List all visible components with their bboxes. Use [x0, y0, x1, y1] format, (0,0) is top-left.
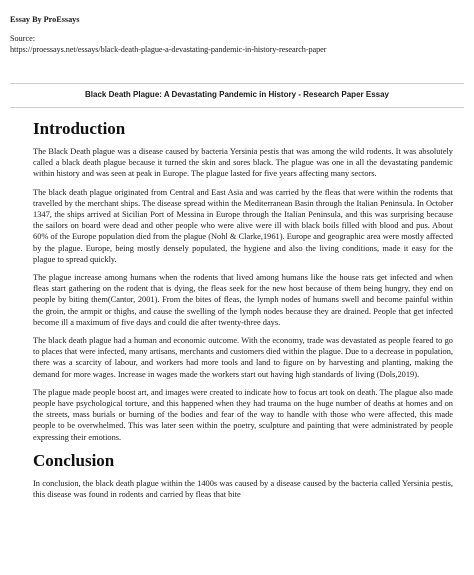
paragraph: The black death plague had a human and economic outcome. With the economy, trade was devastated as people feared to go to places that were infected, many artisans, merchants and customers died within the plague. Due to a decrease in population, there was a scarcity of labour, and workers had more tools and land to figure on by harvesting and planting, making the demand for more wages. Increase in wages made the workers start out having high standards of living (Dols,2019).	[33, 336, 453, 379]
paragraph: The plague increase among humans when the rodents that lived among humans like the house rats get infected and when fleas start gathering on the rodent that is dying, the fleas seek for the new host because of them being hungry, they end on people by biting them(Cantor, 2001). From the bites of fleas, the lymph nodes of humans swell and become painful within the groin, the armpit or thighs, and cause the swelling of the lymph nodes because they are drained. People that get infected become ill a maximum of five days and could die after twenty-three days.	[33, 273, 453, 327]
source-url[interactable]: https://proessays.net/essays/black-death-plague-a-devastating-pandemic-in-history-research-paper	[10, 45, 327, 54]
paragraph: The plague made people boost art, and images were created to indicate how to focus art took on death. The plague also made people have psychological torture, and this happened when they had trauma on the huge number of deaths at homes and on the streets, mass burials or burning of the bodies and fear of the way to handle with those who were affected, this made people to be overwhelmed. This was later seen within the poetry, sculpture and painting that were administrated by people expressing their emotions.	[33, 387, 453, 442]
page-bottom-fade	[0, 553, 474, 575]
source-header	[10, 14, 464, 55]
essay-body	[33, 118, 453, 507]
title-bottom-divider	[10, 107, 464, 108]
title-top-divider	[10, 83, 464, 84]
conclusion-paragraph: In conclusion, the black death plague within the 1400s was caused by a disease caused by the bacteria called Yersinia pestis, this disease was found in rodents and carried by fleas that bite	[33, 478, 453, 500]
conclusion-heading: Conclusion	[33, 450, 115, 470]
site-name: Essay By ProEssays	[10, 15, 80, 24]
introduction-heading: Introduction	[33, 119, 126, 138]
paragraph: The black death plague originated from Central and East Asia and was carried by the fleas that were within the rodents that travelled by the merchant ships. The disease spread within the Mediterranean Basin through the Italian Peninsula. In October 1347, the ships arrived at Sicilian Port of Messina in Europe through the Italian Peninsula, and this was surprising because the sailors on board were dead and other people who were alive were ill with black boils filled with blood and pus. About 60% of the Europe population died from the plague (Nohl & Clarke,1961). Europe and geographic area were mostly affected by the plague. Europe, being mostly densely populated, the hygiene and also the living conditions, made it easy for the plague to spread quickly.	[33, 187, 453, 264]
paper-title: Black Death Plague: A Devastating Pandemic in History - Research Paper Essay	[85, 90, 389, 99]
paragraph: The Black Death plague was a disease caused by bacteria Yersinia pestis that was among the wild rodents. It was absolutely called a black death plague because it turned the skin and sores black. The plague was one in all the devastating pandemic within history and was seen at peak in Europe. The plague lasted for five years affecting many sectors.	[33, 147, 453, 179]
source-label: Source:	[10, 34, 36, 43]
